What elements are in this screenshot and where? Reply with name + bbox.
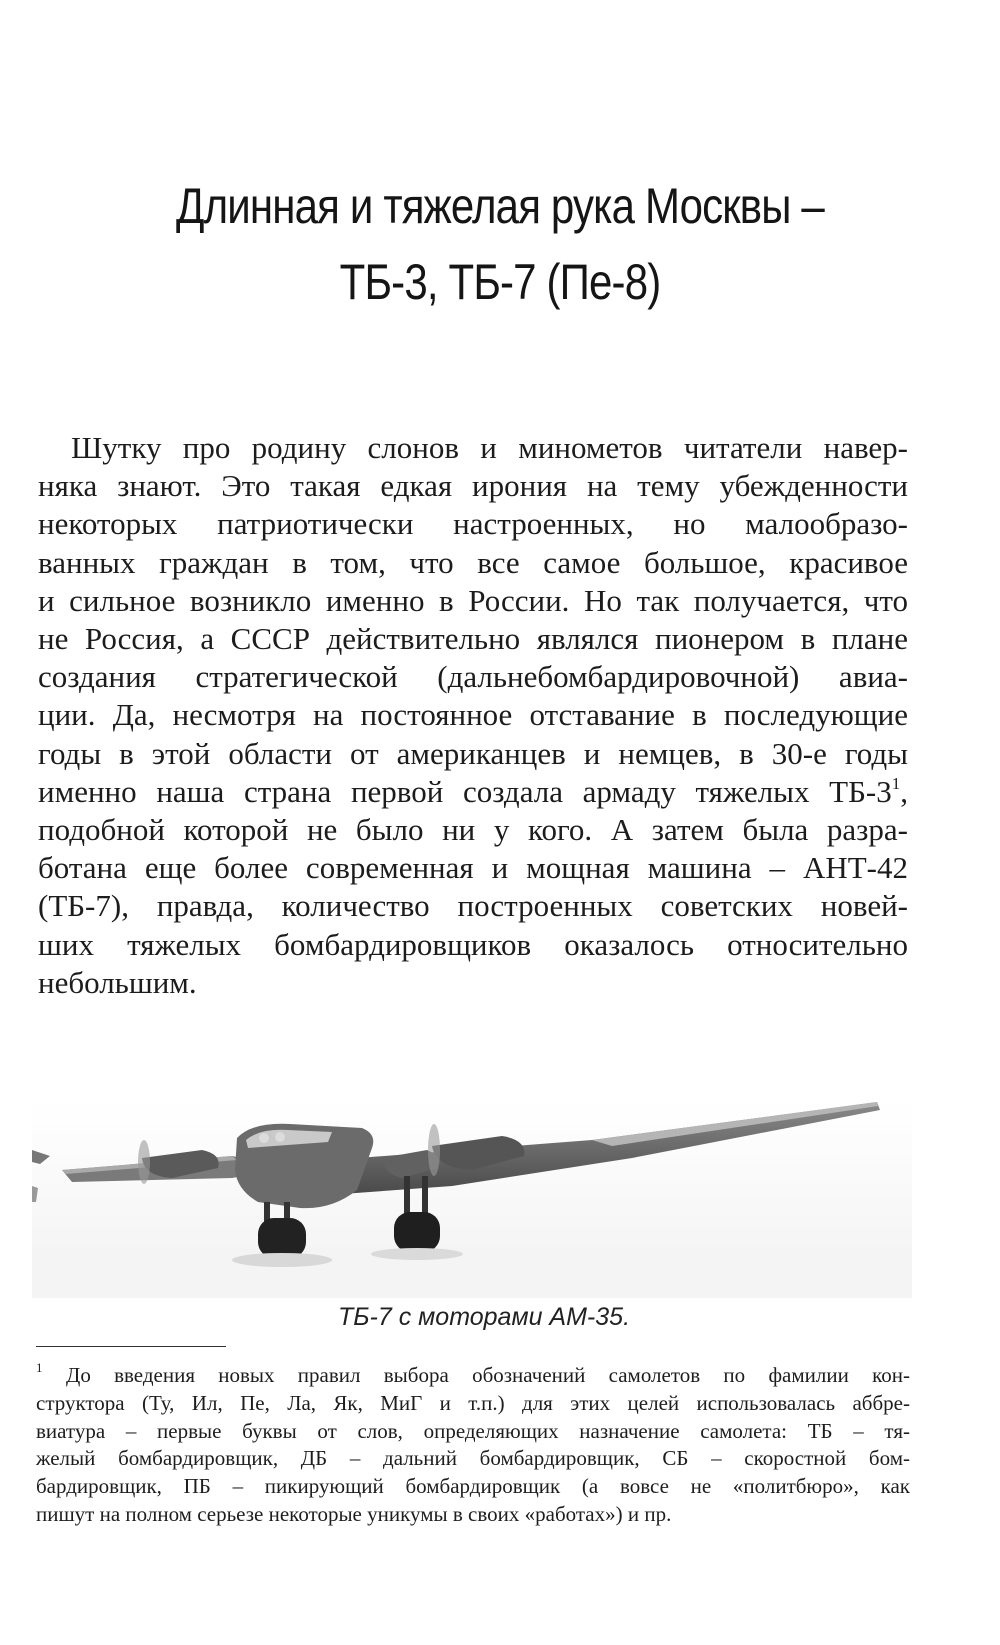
aircraft-photo bbox=[32, 1098, 912, 1298]
body-line: и сильное возникло именно в России. Но так получается, что bbox=[38, 582, 908, 618]
photo-caption: ТБ-7 с моторами АМ-35. bbox=[337, 1303, 631, 1331]
footnote-line: структора (Ту, Ил, Пе, Ла, Як, МиГ и т.п.) для этих целей использовалась аббре- bbox=[36, 1390, 910, 1415]
footnote-line: желый бомбардировщик, ДБ – дальний бомбардировщик, СБ – скоростной бом- bbox=[36, 1446, 910, 1471]
footnote-reference: 1 bbox=[891, 773, 901, 793]
chapter-title bbox=[130, 168, 869, 320]
body-line: ции. Да, несмотря на постоянное отставание в последующие bbox=[38, 697, 908, 733]
body-line-text: именно наша страна первой создала армаду тяжелых ТБ-3 bbox=[38, 773, 892, 809]
chapter-title-line-1: Длинная и тяжелая рука Москвы – bbox=[176, 178, 824, 234]
body-line-punct: , bbox=[900, 773, 908, 809]
footnote-line-last: пишут на полном серьезе некоторые уникумы в своих «работах») и пр. bbox=[36, 1501, 672, 1526]
body-line: няка знают. Это такая едкая ирония на тему убежденности bbox=[38, 468, 908, 504]
body-line: ванных граждан в том, что все самое большое, красивое bbox=[38, 544, 908, 580]
body-line: ботана еще более современная и мощная машина – АНТ-42 bbox=[38, 850, 908, 886]
body-line: создания стратегической (дальнебомбардировочной) авиа- bbox=[38, 659, 908, 695]
body-line: некоторых патриотически настроенных, но малообразо- bbox=[38, 506, 908, 542]
body-line: не Россия, а СССР действительно являлся пионером в плане bbox=[38, 621, 908, 657]
chapter-title-line-2: ТБ-3, ТБ-7 (Пе-8) bbox=[339, 254, 661, 310]
footnote-line: До введения новых правил выбора обозначений самолетов по фамилии кон- bbox=[66, 1363, 910, 1387]
body-line: ших тяжелых бомбардировщиков оказалось относительно bbox=[38, 926, 908, 962]
footnote-line: виатура – первые буквы от слов, определяющих назначение самолета: ТБ – тя- bbox=[36, 1418, 910, 1443]
tb7-bomber-illustration bbox=[32, 1098, 912, 1298]
footnote bbox=[36, 1362, 910, 1529]
body-line: годы в этой области от американцев и немцев, в 30-е годы bbox=[38, 735, 908, 771]
body-line: подобной которой не было ни у кого. А затем была разра- bbox=[38, 812, 908, 848]
body-line: (ТБ-7), правда, количество построенных советских новей- bbox=[38, 888, 908, 924]
footnote-marker: 1 bbox=[36, 1360, 43, 1375]
body-line-with-footnote bbox=[38, 773, 908, 811]
footnote-line: бардировщик, ПБ – пикирующий бомбардировщик (а вовсе не «политбюро», как bbox=[36, 1474, 910, 1499]
body-line-last: небольшим. bbox=[38, 964, 197, 1000]
body-paragraph bbox=[38, 429, 908, 1002]
body-line: Шутку про родину слонов и минометов читатели навер- bbox=[71, 430, 908, 465]
footnote-divider bbox=[36, 1346, 226, 1347]
